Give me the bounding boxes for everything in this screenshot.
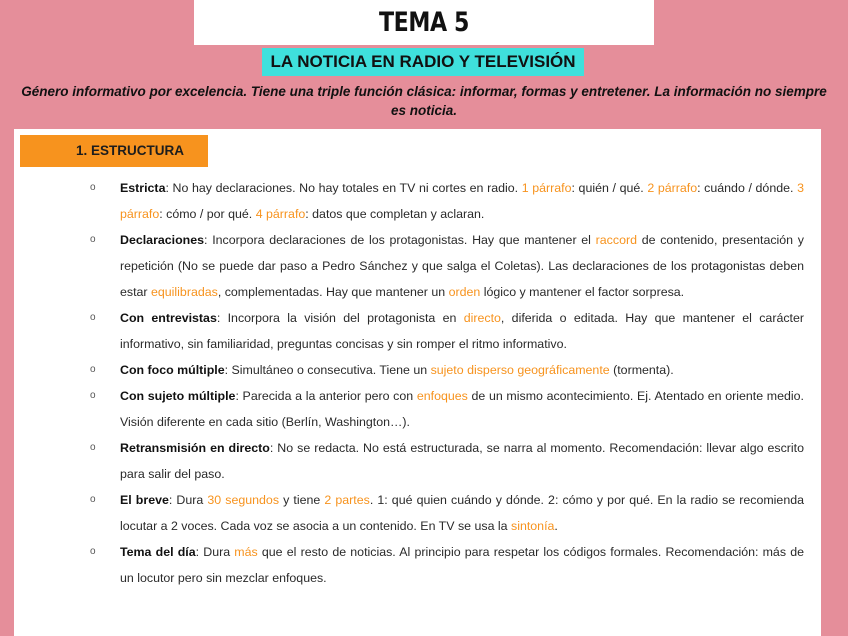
- highlight-text: enfoques: [416, 389, 468, 403]
- highlight-text: equilibradas: [151, 285, 218, 299]
- bullet-icon: o: [90, 182, 96, 193]
- item-term: Declaraciones: [120, 233, 205, 247]
- item-text: : Incorpora la visión del protagonista en: [216, 311, 464, 325]
- item-text: lógico y mantener el factor sorpresa.: [480, 285, 685, 299]
- title-box: [194, 0, 654, 45]
- item-term: El breve: [120, 493, 169, 507]
- highlight-text: 1 párrafo: [521, 181, 572, 195]
- highlight-text: 2 párrafo: [647, 181, 698, 195]
- item-text: : No se redacta. No está estructurada, se narra al momento. Recomendación: llevar algo escrito para salir del paso.: [120, 441, 804, 481]
- highlight-text: 4 párrafo: [255, 207, 306, 221]
- item-text: : Dura: [168, 493, 208, 507]
- structure-list: [90, 175, 804, 591]
- item-text: y tiene: [279, 493, 325, 507]
- list-item: [90, 383, 804, 435]
- highlight-text: directo: [463, 311, 501, 325]
- highlight-text: orden: [448, 285, 481, 299]
- highlight-text: 3 párrafo: [120, 181, 804, 221]
- highlight-text: raccord: [595, 233, 637, 247]
- item-text: : quién / qué.: [571, 181, 648, 195]
- intro-text: Género informativo por excelencia. Tiene una triple función clásica: informar, formas y entretener. La información no siempre es noticia.: [21, 84, 827, 118]
- item-text: , complementadas. Hay que mantener un: [217, 285, 449, 299]
- item-text: : Parecida a la anterior pero con: [235, 389, 417, 403]
- bullet-icon: o: [90, 546, 96, 557]
- item-text: de contenido, presentación y repetición (No se puede dar paso a Pedro Sánchez y que salga el Coletas). Las declaraciones de los protagonistas deben estar: [120, 233, 804, 299]
- section-tag: 1. ESTRUCTURA: [20, 135, 208, 167]
- page-subtitle: LA NOTICIA EN RADIO Y TELEVISIÓN: [262, 48, 584, 76]
- item-term: Con entrevistas: [120, 311, 217, 325]
- list-item: [90, 487, 804, 539]
- highlight-text: sujeto disperso geográficamente: [430, 363, 610, 377]
- highlight-text: 30 segundos: [207, 493, 280, 507]
- list-item: [90, 175, 804, 227]
- item-text: : cuándo / dónde.: [697, 181, 798, 195]
- item-text: . 1: qué quien cuándo y dónde. 2: cómo y por qué. En la radio se recomienda locutar a 2 voces. Cada voz se asocia a un contenido. En TV se usa la: [120, 493, 804, 533]
- highlight-text: 2 partes: [324, 493, 370, 507]
- item-text: : datos que completan y aclaran.: [305, 207, 485, 221]
- bullet-icon: o: [90, 494, 96, 505]
- item-text: que el resto de noticias. Al principio para respetar los códigos formales. Recomendación: más de un locutor pero sin mezclar enfoques.: [120, 545, 804, 585]
- item-text: : No hay declaraciones. No hay totales en TV ni cortes en radio.: [165, 181, 522, 195]
- bullet-icon: o: [90, 312, 96, 323]
- item-term: Con foco múltiple: [120, 363, 225, 377]
- bullet-icon: o: [90, 234, 96, 245]
- list-item: [90, 435, 804, 487]
- content-panel: [14, 129, 821, 636]
- bullet-icon: o: [90, 390, 96, 401]
- item-term: Tema del día: [120, 545, 196, 559]
- list-item: [90, 305, 804, 357]
- item-text: .: [554, 519, 558, 533]
- page-title: TEMA 5: [378, 7, 470, 38]
- list-item: [90, 539, 804, 591]
- item-term: Estricta: [120, 181, 166, 195]
- bullet-icon: o: [90, 442, 96, 453]
- highlight-text: más: [234, 545, 258, 559]
- item-text: : Incorpora declaraciones de los protagonistas. Hay que mantener el: [204, 233, 596, 247]
- item-text: : Dura: [195, 545, 235, 559]
- highlight-text: sintonía: [511, 519, 555, 533]
- item-text: (tormenta).: [609, 363, 674, 377]
- list-item: [90, 357, 804, 383]
- item-text: de un mismo acontecimiento. Ej. Atentado en oriente medio. Visión diferente en cada sitio (Berlín, Washington…).: [120, 389, 804, 429]
- list-item: [90, 227, 804, 305]
- bullet-icon: o: [90, 364, 96, 375]
- item-text: : Simultáneo o consecutiva. Tiene un: [224, 363, 431, 377]
- item-text: , diferida o editada. Hay que mantener el carácter informativo, sin familiaridad, preguntas concisas y sin romper el ritmo informativo.: [120, 311, 804, 351]
- item-term: Con sujeto múltiple: [120, 389, 236, 403]
- item-text: : cómo / por qué.: [159, 207, 256, 221]
- item-term: Retransmisión en directo: [120, 441, 270, 455]
